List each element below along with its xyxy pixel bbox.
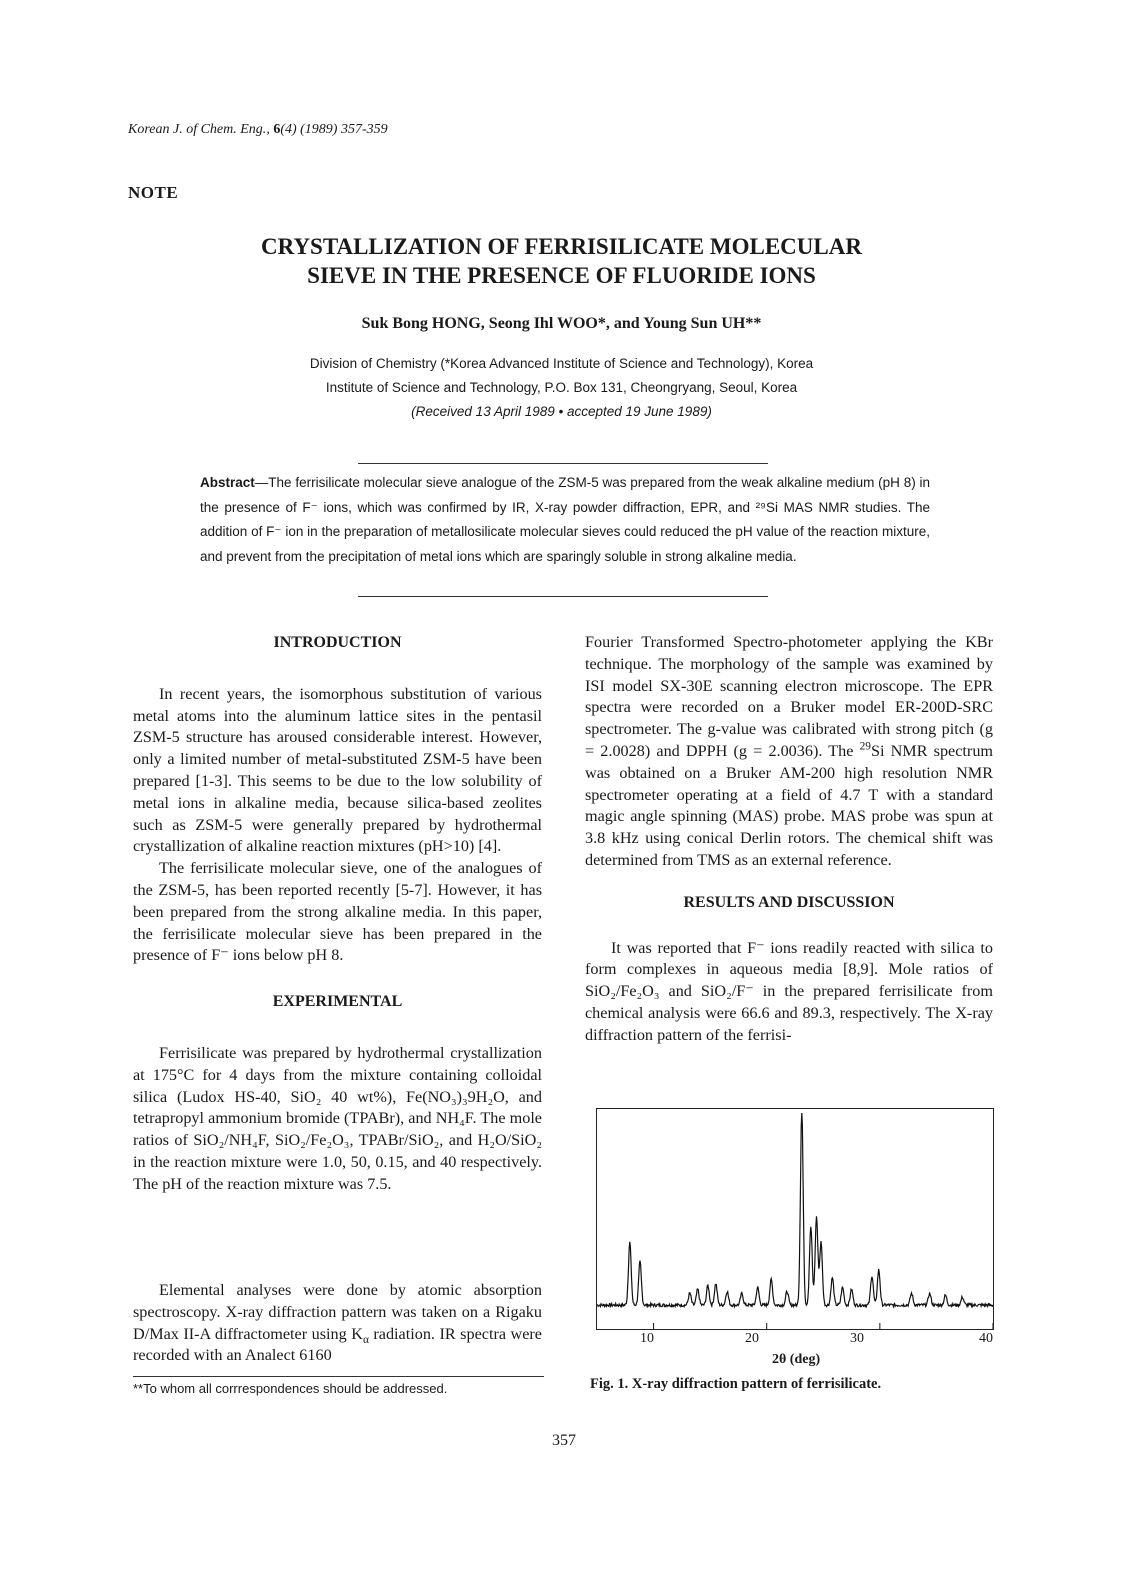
- abstract-label: Abstract: [200, 475, 255, 490]
- affiliation-line-1: Division of Chemistry (*Korea Advanced Institute of Science and Technology), Korea: [309, 356, 814, 371]
- introduction-paragraph-2: The ferrisilicate molecular sieve, one of the analogues of the ZSM-5, has been reported recently [5-7]. However, it has been prepared from the strong alkaline media. In this paper, the ferrisilicate molecular sieve has been prepared in the presence of F⁻ ions below pH 8.: [133, 859, 542, 965]
- left-column: [133, 632, 542, 1196]
- journal-volume: 6: [273, 122, 281, 137]
- xrd-peak-23: [962, 1300, 964, 1302]
- page-number: 357: [552, 1432, 576, 1449]
- abstract-top-rule: [358, 463, 768, 464]
- xrd-trace: [597, 1113, 993, 1307]
- introduction-heading: INTRODUCTION: [273, 634, 402, 651]
- x-tick-20: 20: [745, 1331, 759, 1346]
- xrd-figure-frame: [596, 1108, 994, 1330]
- experimental-heading: EXPERIMENTAL: [272, 993, 403, 1011]
- x-axis-label: 2θ (deg): [772, 1352, 821, 1367]
- authors: Suk Bong HONG, Seong Ihl WOO*, and Young Sun UH**: [361, 315, 762, 332]
- journal-issue: (4) (1989) 357-359: [280, 122, 388, 137]
- experimental-paragraph-2-start: Elemental analyses were done by atomic absorption spectroscopy. X-ray diffraction pattern was taken on a Rigaku D/Max II-A diffractometer using $K_\alpha$ radiation. IR spectra were recorded with an Analect 6160: [133, 1281, 542, 1365]
- footnote-rule: [133, 1376, 544, 1377]
- experimental-paragraph-1: Ferrisilicate was prepared by hydrothermal crystallization at 175°C for 4 days from the mixture containing colloidal silica (Ludox HS-40, SiO₂ 40 wt%), Fe(NO₃)₃9H₂O, and tetrapropyl ammonium bromide (TPABr), and NH₄F. The mole ratios of SiO₂/NH₄F, SiO₂/Fe₂O₃, TPABr/SiO₂, and H₂O/SiO₂ in the reaction mixture were 1.0, 50, 0.15, and 40 respectively. The pH of the reaction mixture was 7.5.: [133, 1043, 542, 1193]
- xrd-chart: [597, 1109, 993, 1329]
- title-line-1: CRYSTALLIZATION OF FERRISILICATE MOLECULAR: [261, 234, 862, 259]
- results-heading: RESULTS AND DISCUSSION: [683, 893, 895, 911]
- abstract-bottom-rule: [358, 596, 768, 597]
- x-tick-10: 10: [640, 1331, 654, 1346]
- results-paragraph-1: It was reported that F⁻ ions readily reacted with silica to form complexes in aqueous media [8,9]. Mole ratios of SiO₂/Fe₂O₃ and SiO₂/F⁻ in the prepared ferrisilicate from chemical analysis were 66.6 and 89.3, respectively. The X-ray diffraction pattern of the ferrisi-: [585, 938, 993, 1044]
- title-line-2: SIEVE IN THE PRESENCE OF FLUORIDE IONS: [307, 263, 816, 288]
- affiliation: [130, 352, 993, 424]
- section-label: NOTE: [128, 183, 179, 202]
- journal-name: Korean J. of Chem. Eng.: [128, 122, 267, 137]
- received-dates: (Received 13 April 1989 • accepted 19 June 1989): [411, 404, 712, 419]
- x-tick-40: 40: [979, 1331, 993, 1346]
- figure-caption: Fig. 1. X-ray diffraction pattern of ferrisilicate.: [590, 1376, 882, 1392]
- right-column: [585, 632, 993, 1047]
- footnote: **To whom all corrrespondences should be addressed.: [133, 1381, 448, 1396]
- journal-citation: Korean J. of Chem. Eng., 6(4) (1989) 357-359: [128, 122, 388, 137]
- x-tick-30: 30: [850, 1331, 864, 1346]
- paper-title: [130, 232, 993, 290]
- experimental-paragraph-2-end: Fourier Transformed Spectro-photometer applying the KBr technique. The morphology of the sample was examined by ISI model SX-30E scanning electron microscope. The EPR spectra were recorded on a Bruker model ER-200D-SRC spectrometer. The g-value was calibrated with strong pitch (g = 2.0028) and DPPH (g = 2.0036). The $^{29}$Si NMR spectrum was obtained on a Bruker AM-200 high resolution NMR spectrometer operating at a field of 4.7 T with a standard magic angle spinning (MAS) probe. MAS probe was spun at 3.8 kHz using conical Derlin rotors. The chemical shift was determined from TMS as an external reference.: [585, 633, 993, 869]
- abstract-text: —The ferrisilicate molecular sieve analogue of the ZSM-5 was prepared from the weak alkaline medium (pH 8) in the presence of F⁻ ions, which was confirmed by IR, X-ray powder diffraction, EPR, and ²⁹Si MAS NMR studies. The addition of F⁻ ion in the preparation of metallosilicate molecular sieves could reduced the pH value of the reaction mixture, and prevent from the precipitation of metal ions which are sparingly soluble in strong alkaline media.: [200, 475, 930, 564]
- left-column-bottom: [133, 1280, 542, 1368]
- affiliation-line-2: Institute of Science and Technology, P.O. Box 131, Cheongryang, Seoul, Korea: [325, 380, 798, 395]
- introduction-paragraph-1: In recent years, the isomorphous substitution of various metal atoms into the aluminum lattice sites in the pentasil ZSM-5 structure has aroused considerable interest. However, only a limited number of metal-substituted ZSM-5 have been prepared [1-3]. This seems to be due to the low solubility of metal ions in alkaline media, because silica-based zeolites such as ZSM-5 were generally prepared by hydrothermal crystallization of alkaline reaction mixtures (pH>10) [4].: [133, 684, 542, 856]
- abstract: [200, 471, 930, 569]
